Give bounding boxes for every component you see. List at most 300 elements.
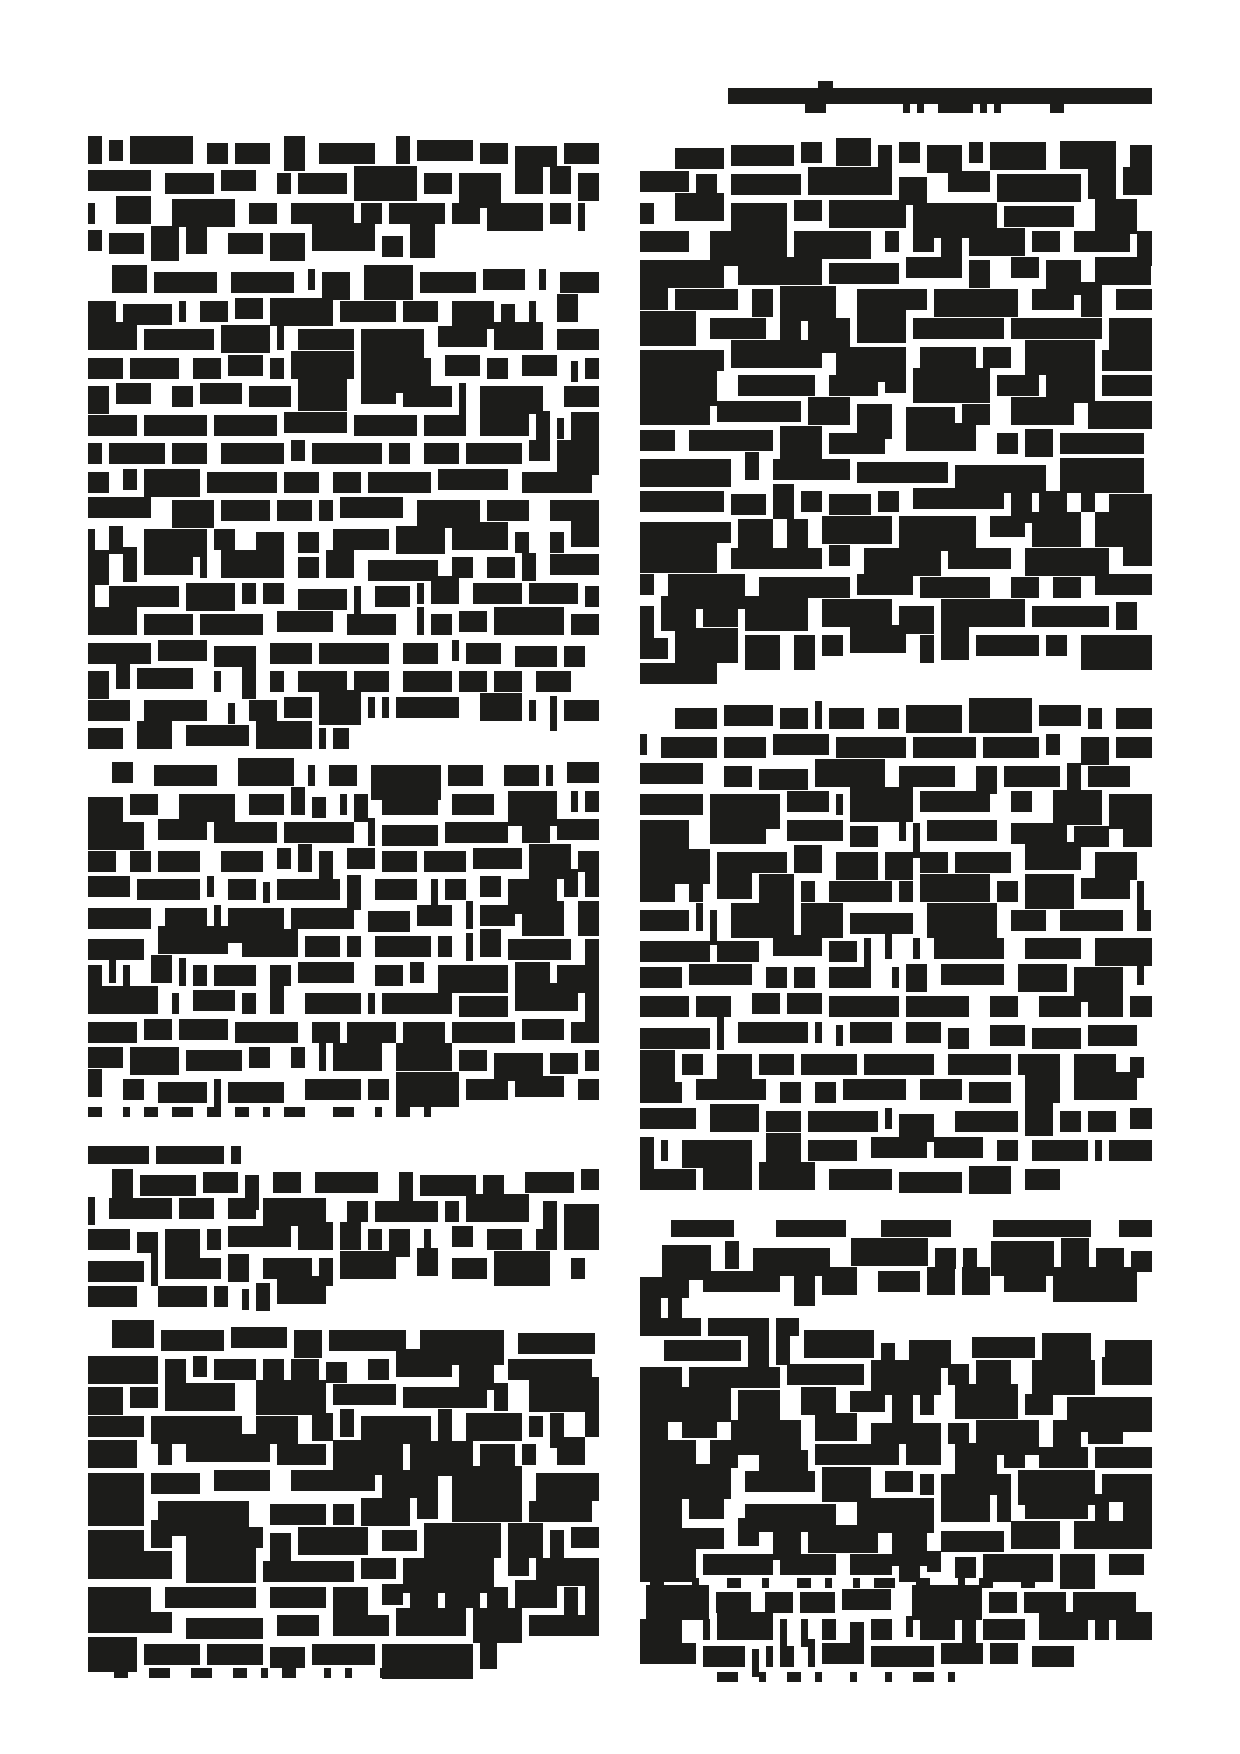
ink-block: [368, 1359, 389, 1380]
ink-block: [112, 1320, 154, 1348]
ink-block: [1032, 1140, 1088, 1161]
ink-block: [154, 272, 217, 293]
ink-block: [640, 231, 689, 252]
ink-block: [766, 1646, 773, 1667]
ink-block: [1109, 794, 1152, 829]
ink-block: [109, 955, 116, 983]
ink-block: [1032, 512, 1081, 547]
ink-block: [242, 583, 256, 604]
ink-block: [1116, 289, 1152, 310]
ink-block: [522, 472, 592, 493]
ink-block: [200, 550, 207, 578]
ink-block: [340, 794, 347, 815]
ink-block: [158, 819, 207, 840]
ink-block: [745, 635, 780, 670]
ink-block: [906, 1616, 913, 1637]
ink-block: [207, 1644, 263, 1665]
ink-block: [976, 766, 997, 794]
ink-block: [564, 869, 578, 897]
ink-block: [927, 820, 997, 841]
ink-block: [585, 869, 599, 897]
ink-block: [801, 1619, 808, 1647]
ink-block: [640, 171, 689, 192]
ink-block: [228, 1198, 256, 1219]
ink-block: [298, 532, 319, 553]
ink-block: [424, 851, 466, 872]
ink-block: [797, 1578, 811, 1588]
ink-block: [130, 136, 193, 164]
ink-block: [298, 671, 347, 692]
ink-block: [1011, 318, 1102, 339]
ink-block: [172, 993, 179, 1014]
ink-block: [1074, 1521, 1152, 1549]
ink-block: [675, 148, 724, 169]
ink-block: [354, 671, 389, 692]
ink-block: [1063, 1578, 1077, 1588]
ink-block: [312, 1022, 340, 1043]
ink-block: [186, 226, 207, 254]
ink-block: [396, 1043, 452, 1071]
ink-block: [759, 1162, 815, 1190]
ink-block: [529, 700, 536, 721]
ink-block: [585, 586, 599, 607]
ink-block: [263, 882, 270, 903]
ink-block: [578, 1079, 599, 1100]
ink-block: [1060, 910, 1123, 931]
ink-block: [822, 635, 843, 656]
ink-block: [466, 1194, 529, 1222]
ink-block: [550, 203, 571, 224]
ink-block: [354, 166, 417, 201]
ink-block: [298, 329, 354, 350]
ink-block: [885, 1471, 913, 1492]
ink-block: [640, 1318, 701, 1336]
ink-block: [724, 737, 766, 758]
ink-block: [1018, 1054, 1060, 1075]
ink-block: [990, 142, 1046, 170]
ink-block: [88, 497, 151, 518]
ink-block: [829, 1169, 892, 1190]
ink-block: [640, 910, 689, 931]
ink-block: [564, 143, 599, 164]
ink-block: [424, 415, 466, 436]
ink-block: [291, 351, 354, 379]
ink-block: [156, 1146, 224, 1164]
ink-block: [1011, 791, 1032, 812]
ink-block: [284, 1107, 305, 1117]
ink-block: [731, 494, 766, 515]
ink-block: [899, 881, 913, 902]
ink-block: [1081, 737, 1109, 765]
ink-block: [794, 967, 815, 988]
ink-block: [333, 472, 361, 493]
ink-block: [815, 701, 822, 729]
ink-block: [228, 1226, 291, 1247]
ink-block: [969, 260, 990, 288]
ink-block: [312, 223, 375, 251]
ink-block: [158, 926, 228, 954]
ink-block: [235, 143, 270, 164]
ink-block: [354, 586, 361, 614]
ink-block: [88, 170, 151, 191]
ink-block: [529, 1377, 599, 1412]
ink-block: [487, 1587, 508, 1608]
ink-block: [193, 1356, 207, 1377]
ink-block: [941, 1474, 1011, 1495]
ink-block: [550, 696, 557, 731]
ink-block: [671, 1220, 734, 1237]
ink-block: [557, 440, 599, 475]
ink-block: [717, 941, 759, 962]
ink-block: [640, 574, 654, 595]
ink-block: [193, 965, 207, 986]
ink-block: [508, 1523, 543, 1558]
ink-block: [172, 500, 214, 528]
ink-block: [571, 614, 599, 635]
ink-block: [522, 822, 550, 843]
ink-block: [990, 1643, 1018, 1664]
ink-block: [1116, 708, 1152, 729]
ink-block: [1004, 766, 1060, 787]
ink-block: [920, 347, 976, 368]
ink-block: [1095, 199, 1137, 234]
ink-block: [1032, 1360, 1095, 1395]
ink-block: [738, 257, 822, 285]
ink-block: [466, 933, 473, 961]
ink-block: [1011, 823, 1067, 844]
ink-block: [214, 671, 221, 692]
ink-block: [1095, 512, 1152, 547]
ink-block: [410, 223, 435, 258]
ink-block: [836, 852, 878, 880]
ink-block: [703, 1646, 745, 1667]
ink-block: [165, 1258, 221, 1279]
ink-block: [745, 1471, 815, 1492]
ink-block: [822, 599, 892, 627]
ink-block: [144, 614, 193, 635]
ink-block: [151, 1473, 200, 1494]
ink-block: [983, 1619, 1025, 1640]
ink-block: [745, 596, 808, 631]
ink-block: [731, 903, 794, 938]
ink-block: [144, 469, 200, 497]
ink-block: [340, 1222, 361, 1250]
ink-block: [703, 1162, 752, 1190]
ink-block: [364, 265, 413, 300]
ink-block: [1039, 1447, 1088, 1468]
ink-block: [228, 233, 263, 254]
ink-block: [403, 301, 438, 322]
ink-block: [912, 1585, 982, 1620]
ink-block: [571, 1527, 599, 1548]
ink-block: [88, 700, 130, 721]
ink-block: [277, 1444, 326, 1465]
ink-block: [640, 1494, 682, 1529]
ink-block: [808, 1140, 857, 1161]
ink-block: [291, 908, 354, 929]
ink-block: [487, 1229, 522, 1250]
ink-block: [277, 1276, 326, 1304]
ink-block: [445, 1580, 480, 1608]
ink-block: [1109, 318, 1152, 353]
ink-block: [228, 703, 235, 724]
ink-block: [88, 1612, 172, 1633]
ink-block: [151, 1251, 158, 1286]
ink-block: [186, 725, 249, 746]
ink-block: [969, 1166, 1011, 1194]
ink-block: [829, 967, 871, 988]
ink-block: [822, 1619, 836, 1640]
ink-block: [389, 443, 410, 464]
ink-block: [948, 1423, 969, 1444]
ink-block: [144, 700, 207, 721]
ink-block: [368, 697, 375, 718]
ink-block: [564, 1204, 599, 1232]
ink-block: [724, 766, 752, 787]
ink-block: [1046, 635, 1067, 656]
ink-block: [885, 1672, 892, 1682]
ink-block: [445, 1201, 459, 1222]
ink-block: [382, 851, 417, 872]
ink-block: [689, 881, 703, 902]
ink-block: [480, 408, 529, 436]
ink-block: [557, 329, 599, 350]
ink-block: [920, 1474, 934, 1495]
ink-block: [459, 611, 487, 632]
ink-block: [997, 433, 1018, 454]
ink-block: [1088, 1111, 1116, 1132]
ink-block: [780, 1619, 787, 1647]
ink-block: [850, 1391, 885, 1412]
ink-block: [522, 355, 557, 376]
ink-block: [116, 196, 151, 224]
ink-block: [452, 1022, 515, 1043]
ink-block: [88, 230, 102, 251]
ink-block: [480, 693, 522, 721]
ink-block: [913, 231, 934, 252]
ink-block: [420, 1175, 476, 1196]
ink-block: [822, 516, 892, 544]
ink-block: [508, 791, 557, 826]
ink-block: [214, 529, 235, 550]
ink-block: [284, 472, 319, 493]
ink-block: [515, 166, 543, 194]
ink-block: [88, 415, 137, 436]
ink-block: [787, 791, 829, 812]
ink-block: [144, 329, 214, 350]
ink-block: [808, 397, 850, 425]
ink-block: [794, 635, 815, 670]
ink-block: [424, 443, 459, 464]
ink-block: [298, 173, 347, 194]
ink-block: [913, 318, 1004, 339]
ink-block: [948, 1028, 969, 1049]
ink-block: [927, 145, 962, 173]
ink-block: [347, 1022, 396, 1043]
ink-block: [515, 1076, 564, 1097]
ink-block: [305, 1079, 361, 1100]
ink-block: [380, 1668, 394, 1678]
ink-block: [298, 376, 347, 411]
ink-block: [1011, 257, 1039, 278]
ink-block: [934, 938, 1004, 959]
ink-block: [899, 516, 976, 551]
ink-block: [109, 140, 123, 161]
ink-block: [408, 1668, 415, 1678]
ink-block: [794, 231, 871, 259]
ink-block: [445, 822, 508, 843]
ink-block: [571, 1022, 599, 1043]
ink-block: [158, 1286, 207, 1307]
ink-block: [906, 1022, 941, 1043]
ink-block: [417, 583, 424, 604]
ink-block: [829, 433, 885, 454]
ink-block: [319, 728, 326, 749]
column-left: [88, 0, 599, 1754]
ink-block: [1060, 1111, 1081, 1132]
ink-block: [1088, 1025, 1137, 1046]
ink-block: [417, 607, 424, 635]
ink-block: [948, 1364, 969, 1385]
ink-block: [962, 1267, 990, 1295]
ink-block: [88, 301, 116, 322]
ink-block: [88, 579, 95, 607]
ink-block: [165, 1587, 256, 1608]
ink-block: [459, 1050, 487, 1071]
ink-block: [857, 289, 927, 310]
ink-block: [424, 173, 452, 194]
ink-block: [557, 1437, 585, 1465]
ink-block: [941, 599, 1025, 627]
ink-block: [759, 769, 808, 790]
ink-block: [231, 272, 294, 293]
ink-block: [144, 1644, 200, 1665]
ink-block: [899, 820, 906, 841]
ink-block: [717, 1672, 738, 1682]
ink-block: [158, 1444, 172, 1465]
ink-block: [319, 500, 333, 521]
ink-block: [927, 903, 997, 938]
ink-block: [326, 1362, 347, 1383]
ink-block: [322, 272, 350, 300]
ink-block: [881, 1220, 951, 1237]
ink-block: [710, 816, 766, 844]
ink-block: [564, 646, 585, 667]
ink-block: [324, 1668, 331, 1678]
ink-block: [983, 347, 1011, 368]
ink-block: [158, 1082, 207, 1103]
ink-block: [762, 1578, 769, 1588]
ink-block: [123, 469, 137, 490]
ink-block: [955, 1557, 976, 1578]
ink-block: [144, 415, 207, 436]
ink-block: [717, 1015, 724, 1050]
ink-block: [934, 289, 1018, 317]
ink-block: [871, 1360, 941, 1395]
ink-block: [578, 173, 599, 201]
ink-block: [172, 443, 207, 464]
ink-block: [759, 577, 850, 598]
ink-block: [829, 996, 899, 1017]
ink-block: [571, 1258, 585, 1279]
ink-block: [193, 990, 235, 1011]
ink-block: [829, 494, 871, 515]
ink-block: [773, 734, 829, 755]
ink-block: [780, 1554, 836, 1575]
ink-block: [123, 547, 137, 582]
ink-block: [920, 874, 990, 902]
ink-block: [1116, 1612, 1152, 1640]
ink-block: [731, 174, 801, 195]
ink-block: [452, 1226, 473, 1247]
ink-block: [752, 1649, 759, 1677]
ink-block: [1102, 375, 1152, 396]
ink-block: [906, 705, 962, 733]
ink-block: [483, 269, 525, 290]
ink-block: [689, 430, 773, 451]
ink-block: [88, 1286, 137, 1307]
ink-block: [452, 557, 473, 578]
ink-block: [696, 1079, 766, 1100]
ink-block: [822, 1267, 857, 1295]
ink-block: [429, 1668, 450, 1678]
ink-block: [112, 762, 133, 783]
ink-block: [88, 322, 137, 350]
ink-block: [578, 901, 599, 936]
ink-block: [487, 557, 515, 578]
ink-block: [270, 671, 284, 692]
ink-block: [825, 1578, 832, 1588]
ink-block: [801, 1054, 857, 1075]
ink-block: [955, 1384, 1018, 1419]
ink-block: [88, 1387, 123, 1415]
ink-block: [88, 1551, 172, 1579]
ink-block: [284, 697, 312, 718]
ink-block: [703, 1619, 710, 1640]
ink-block: [161, 1330, 224, 1351]
ink-block: [724, 705, 773, 726]
ink-block: [1088, 401, 1152, 429]
ink-block: [294, 1330, 322, 1358]
ink-block: [459, 671, 487, 692]
ink-block: [808, 1639, 815, 1667]
ink-block: [1032, 231, 1060, 252]
ink-block: [640, 996, 689, 1017]
ink-block: [990, 516, 1025, 537]
ink-block: [235, 298, 263, 319]
ink-block: [815, 1413, 857, 1441]
ink-block: [487, 203, 543, 231]
ink-block: [340, 497, 403, 518]
ink-block: [571, 412, 599, 440]
ink-block: [308, 765, 315, 786]
ink-block: [640, 1643, 696, 1664]
ink-block: [1025, 842, 1081, 870]
ink-block: [1032, 606, 1109, 627]
ink-block: [403, 643, 438, 664]
ink-block: [312, 1413, 333, 1441]
ink-block: [696, 903, 703, 931]
ink-block: [515, 646, 557, 667]
ink-block: [291, 203, 354, 224]
ink-block: [130, 1387, 158, 1408]
ink-block: [88, 1498, 144, 1526]
ink-block: [214, 415, 277, 436]
ink-block: [864, 548, 941, 576]
ink-block: [955, 852, 1011, 873]
ink-block: [207, 143, 228, 164]
ink-block: [738, 1518, 759, 1546]
